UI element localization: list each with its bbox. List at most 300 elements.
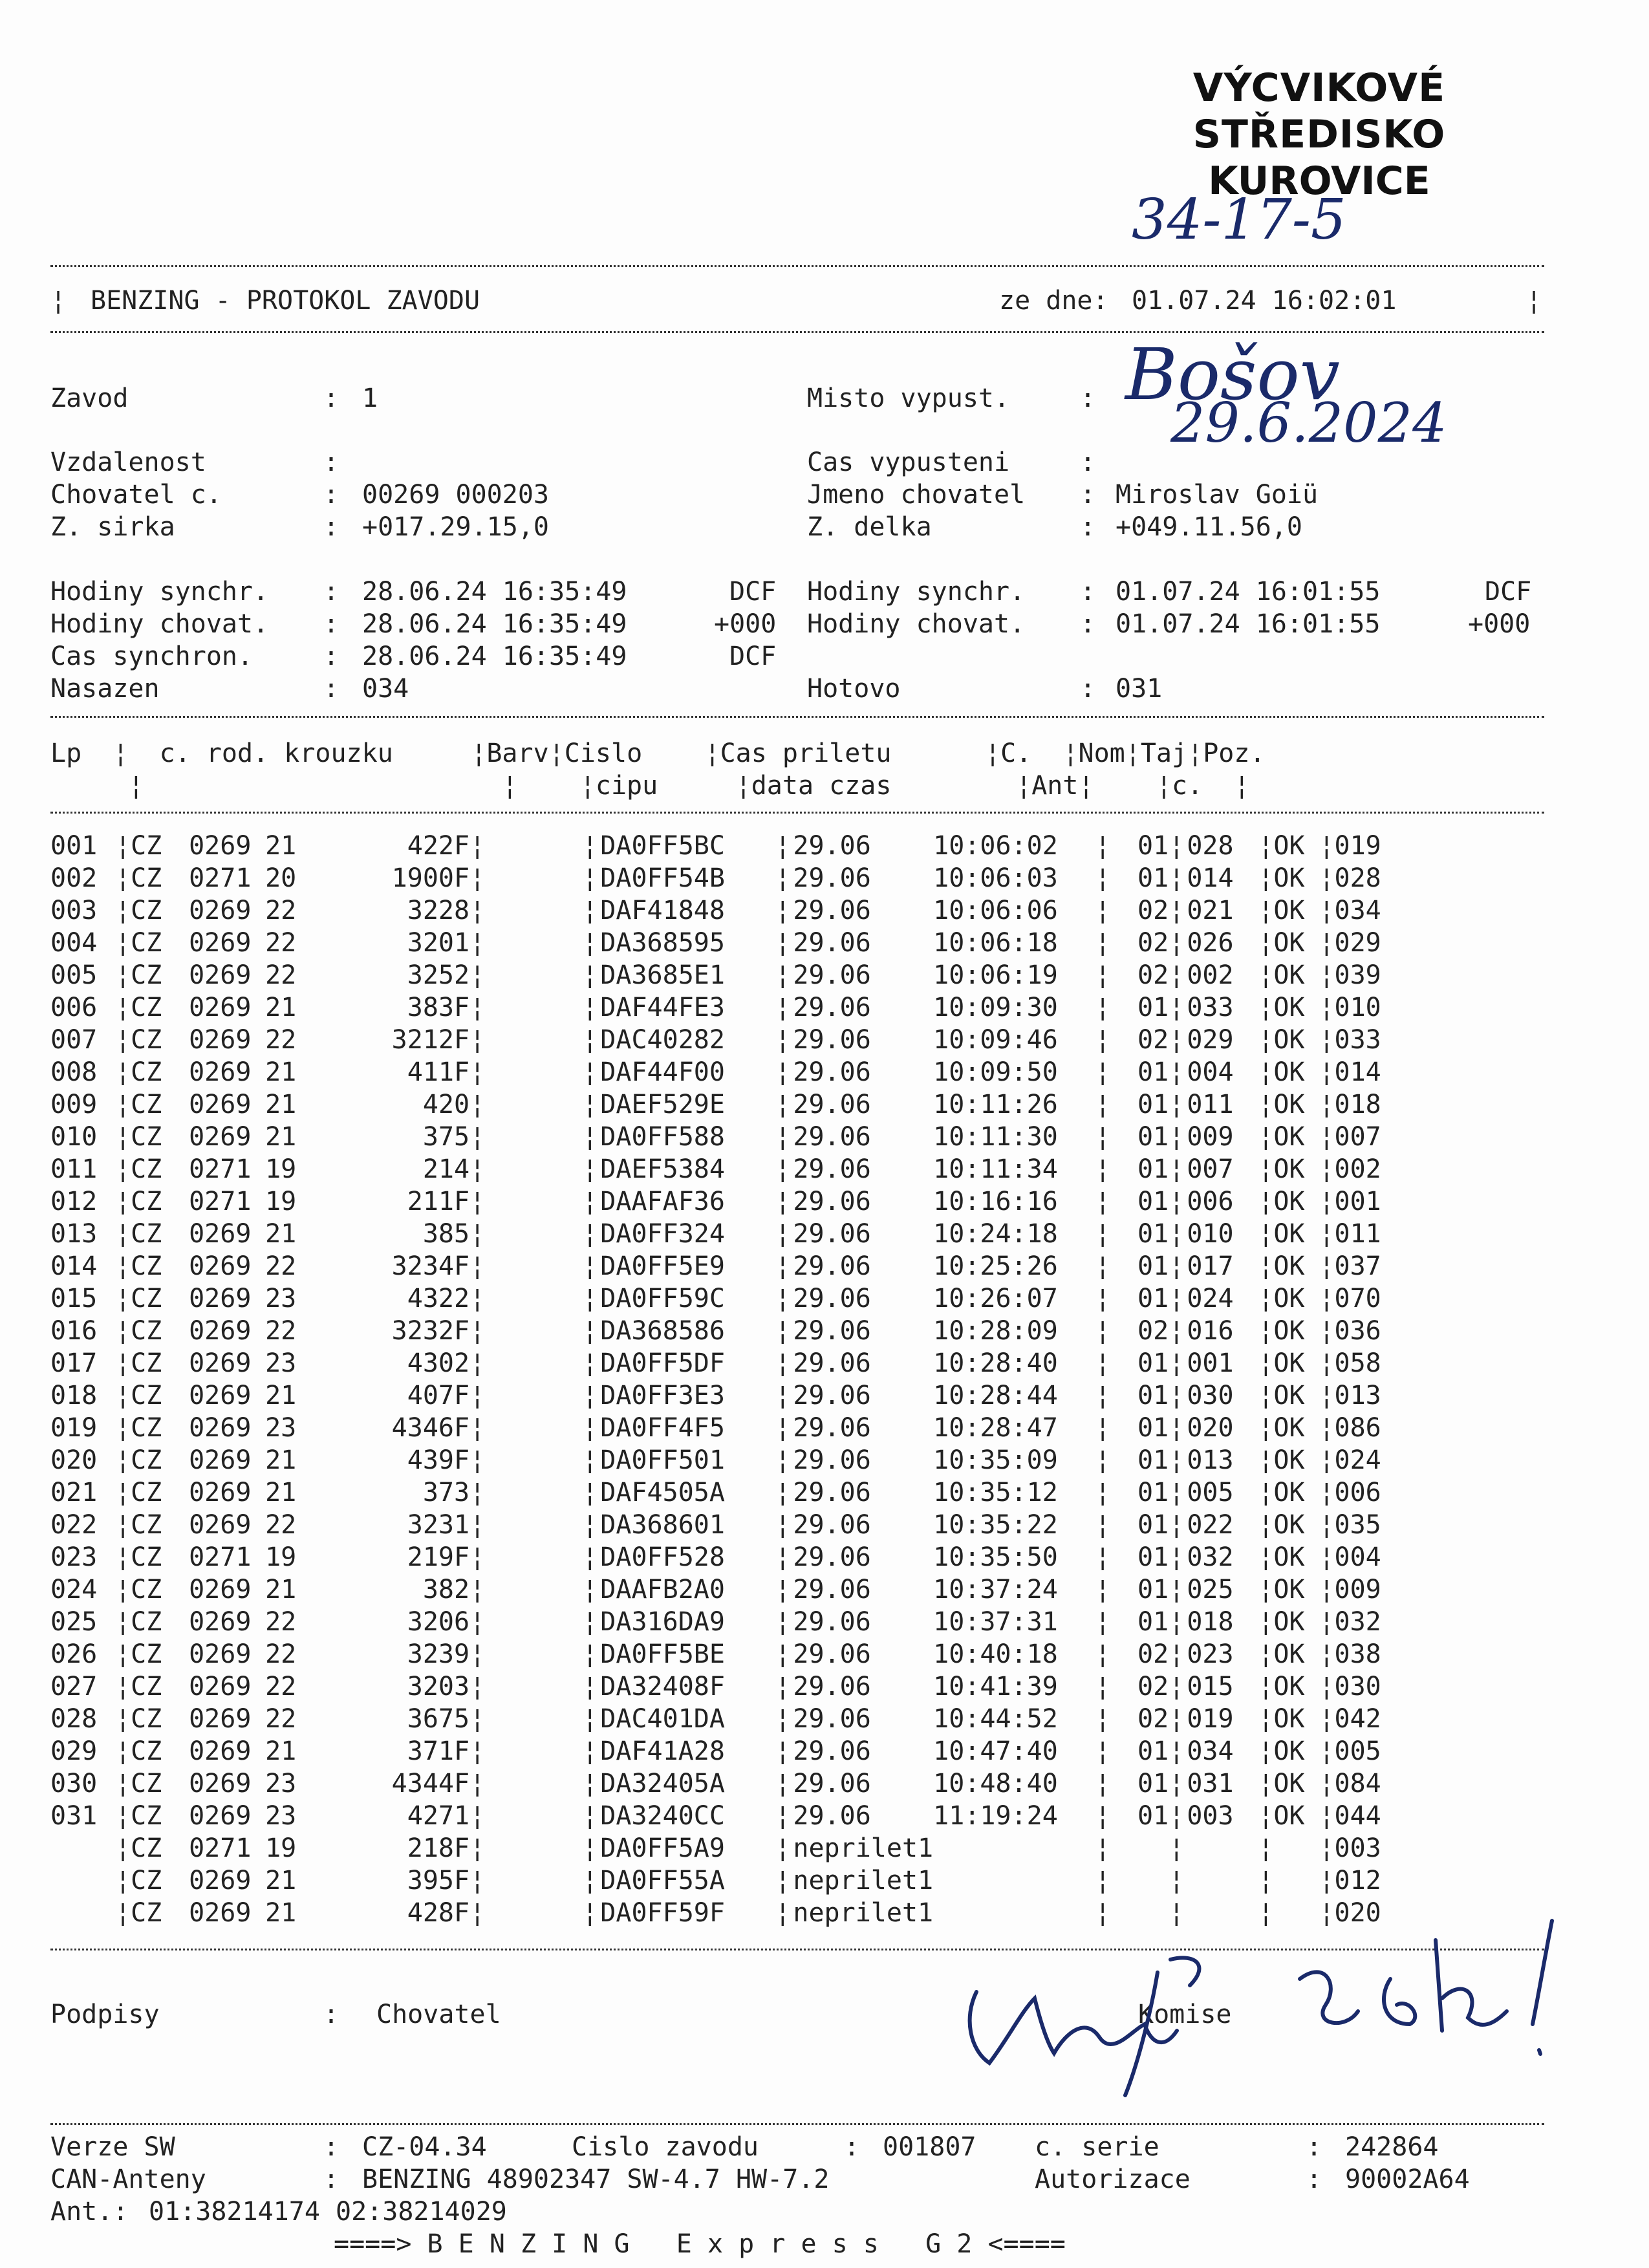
year-cell: 23 — [265, 1769, 297, 1798]
colon: : — [323, 2132, 339, 2162]
colon: : — [323, 642, 339, 671]
column-separator: ¦ — [1319, 1445, 1335, 1475]
club-cell: 0269 — [189, 896, 252, 925]
column-separator: ¦ — [115, 1575, 131, 1604]
ring-cell: 4302 — [407, 1348, 470, 1378]
column-separator: ¦ — [1095, 1122, 1111, 1152]
column-separator: ¦ — [115, 1251, 131, 1281]
column-separator: ¦ — [775, 863, 791, 893]
antenna-cell: 02 — [1137, 1025, 1169, 1055]
date-cell: 29.06 — [793, 1316, 871, 1346]
country-cell: CZ — [131, 1769, 162, 1798]
date-cell: 29.06 — [793, 928, 871, 958]
column-separator: ¦ — [469, 1575, 486, 1604]
column-separator: ¦ — [1258, 831, 1274, 861]
column-separator: ¦ — [1169, 1866, 1185, 1895]
column-separator: ¦ — [775, 1122, 791, 1152]
ring-cell: 407F — [407, 1381, 470, 1410]
country-cell: CZ — [131, 1057, 162, 1087]
column-separator: ¦ — [582, 896, 598, 925]
nom-cell: 031 — [1187, 1769, 1234, 1798]
lp-cell: 007 — [50, 1025, 98, 1055]
ring-cell: 3675 — [407, 1704, 470, 1734]
column-separator: ¦ — [1095, 1381, 1111, 1410]
column-separator: ¦ — [775, 1381, 791, 1410]
table-row — [50, 1735, 1399, 1767]
barv-cell — [485, 1703, 582, 1735]
column-separator: ¦ — [1095, 1607, 1111, 1637]
column-separator: ¦ — [1319, 1057, 1335, 1087]
poz-cell: 034 — [1334, 896, 1381, 925]
table-row — [50, 1088, 1399, 1121]
country-cell: CZ — [131, 1381, 162, 1410]
table-row — [50, 1282, 1399, 1315]
ring-cell: 422F — [407, 831, 470, 861]
date-cell: 29.06 — [793, 1090, 871, 1119]
column-separator: ¦ — [582, 1898, 598, 1928]
column-separator: ¦ — [1095, 1575, 1111, 1604]
table-row — [50, 1347, 1399, 1379]
year-cell: 21 — [265, 1575, 297, 1604]
column-separator: ¦ — [1258, 928, 1274, 958]
nom-cell: 004 — [1187, 1057, 1234, 1087]
column-separator: ¦ — [1319, 1769, 1335, 1798]
chip-cell: DA316DA9 — [600, 1607, 725, 1637]
taj-cell: OK — [1273, 1187, 1305, 1216]
column-separator: ¦ — [775, 1672, 791, 1701]
nom-cell — [1184, 1864, 1258, 1897]
nom-cell: 016 — [1187, 1316, 1234, 1346]
lp-cell: 027 — [50, 1672, 98, 1701]
hdr-sep: ¦ — [1203, 771, 1250, 801]
column-separator: ¦ — [1169, 928, 1185, 958]
time-cell: 10:28:09 — [933, 1316, 1058, 1346]
column-separator: ¦ — [1095, 1251, 1111, 1281]
chip-cell: DAC40282 — [600, 1025, 725, 1055]
nom-cell: 030 — [1187, 1381, 1234, 1410]
column-separator: ¦ — [1258, 960, 1274, 990]
table-row — [50, 927, 1399, 959]
column-separator: ¦ — [582, 1284, 598, 1313]
colon: : — [1080, 512, 1096, 542]
taj-cell: OK — [1273, 1025, 1305, 1055]
country-cell: CZ — [131, 1736, 162, 1766]
ring-cell: 383F — [407, 993, 470, 1022]
barv-cell — [485, 862, 582, 894]
ring-cell: 3231 — [407, 1510, 470, 1540]
country-cell: CZ — [131, 831, 162, 861]
column-separator: ¦ — [1169, 1801, 1185, 1831]
column-separator: ¦ — [582, 1672, 598, 1701]
sirka-label: Z. sirka — [50, 512, 175, 542]
year-cell: 21 — [265, 1219, 297, 1249]
taj-cell: OK — [1273, 1445, 1305, 1475]
poz-cell: 042 — [1334, 1704, 1381, 1734]
antenna-cell: 01 — [1137, 1445, 1169, 1475]
ring-cell: 439F — [407, 1445, 470, 1475]
poz-cell: 005 — [1334, 1736, 1381, 1766]
handwritten-code: 34-17-5 — [1132, 188, 1346, 252]
chip-cell: DAAFB2A0 — [600, 1575, 725, 1604]
year-cell: 22 — [265, 1607, 297, 1637]
column-separator: ¦ — [1258, 1219, 1274, 1249]
year-cell: 22 — [265, 1672, 297, 1701]
year-cell: 21 — [265, 1898, 297, 1928]
hdr-sep: ¦ ¦ — [1078, 771, 1172, 801]
chip-cell: DA3685E1 — [600, 960, 725, 990]
column-separator: ¦ — [775, 1219, 791, 1249]
chip-cell: DAC401DA — [600, 1704, 725, 1734]
date-cell: 29.06 — [793, 1154, 871, 1184]
barv-cell — [485, 959, 582, 991]
column-separator: ¦ — [775, 831, 791, 861]
year-cell: 21 — [265, 993, 297, 1022]
antenna-cell: 01 — [1137, 1154, 1169, 1184]
column-separator: ¦ — [469, 1704, 486, 1734]
poz-cell: 018 — [1334, 1090, 1381, 1119]
club-cell: 0269 — [189, 1122, 252, 1152]
lp-cell — [50, 1832, 115, 1864]
column-separator: ¦ — [775, 1316, 791, 1346]
time-cell: 10:11:26 — [933, 1090, 1058, 1119]
taj-cell: OK — [1273, 1413, 1305, 1443]
country-cell: CZ — [131, 1510, 162, 1540]
nom-cell: 002 — [1187, 960, 1234, 990]
table-row — [50, 1444, 1399, 1476]
column-separator: ¦ — [469, 831, 486, 861]
column-separator: ¦ — [1258, 1381, 1274, 1410]
nom-cell: 015 — [1187, 1672, 1234, 1701]
lp-cell: 009 — [50, 1090, 98, 1119]
date-cell: 29.06 — [793, 1672, 871, 1701]
poz-cell: 058 — [1334, 1348, 1381, 1378]
hdr-sep: ¦ — [891, 771, 1032, 801]
column-separator: ¦ — [1169, 1413, 1185, 1443]
taj-cell: OK — [1273, 1510, 1305, 1540]
nom-cell: 010 — [1187, 1219, 1234, 1249]
column-separator: ¦ — [115, 896, 131, 925]
chip-cell: DAF4505A — [600, 1478, 725, 1507]
barv-cell — [485, 1509, 582, 1541]
column-separator: ¦ — [115, 1316, 131, 1346]
date-cell: 29.06 — [793, 993, 871, 1022]
chip-cell: DA32408F — [600, 1672, 725, 1701]
lp-cell: 029 — [50, 1736, 98, 1766]
column-separator: ¦ — [775, 1445, 791, 1475]
time-cell: 10:35:50 — [933, 1542, 1058, 1572]
lp-cell: 024 — [50, 1575, 98, 1604]
time-cell: 10:06:19 — [933, 960, 1058, 990]
antenna-cell — [1110, 1897, 1169, 1929]
lp-cell: 020 — [50, 1445, 98, 1475]
column-separator: ¦ — [115, 1736, 131, 1766]
club-cell: 0269 — [189, 1672, 252, 1701]
year-cell: 22 — [265, 1025, 297, 1055]
column-separator: ¦ — [1258, 1607, 1274, 1637]
colon: : — [323, 448, 339, 477]
time-cell: 10:06:02 — [933, 831, 1058, 861]
colon: : — [1080, 480, 1096, 510]
column-separator: ¦ — [775, 1090, 791, 1119]
column-separator: ¦ — [1095, 1866, 1111, 1895]
lp-cell: 008 — [50, 1057, 98, 1087]
column-separator: ¦ — [1258, 1542, 1274, 1572]
year-cell: 21 — [265, 1090, 297, 1119]
year-cell: 22 — [265, 1316, 297, 1346]
date-cell: 29.06 — [793, 1219, 871, 1249]
column-separator: ¦ — [1258, 896, 1274, 925]
cas-vypusteni-label: Cas vypusteni — [807, 448, 1010, 477]
country-cell: CZ — [131, 1090, 162, 1119]
table-row — [50, 1800, 1399, 1832]
country-cell: CZ — [131, 993, 162, 1022]
column-separator: ¦ — [1095, 1090, 1111, 1119]
sirka-value: +017.29.15,0 — [362, 512, 549, 542]
club-cell: 0271 — [189, 1833, 252, 1863]
column-separator: ¦ — [1319, 831, 1335, 861]
column-separator: ¦ — [1319, 1898, 1335, 1928]
poz-cell: 028 — [1334, 863, 1381, 893]
colon: : — [323, 609, 339, 639]
taj-cell — [1273, 1864, 1319, 1897]
lp-cell: 030 — [50, 1769, 98, 1798]
column-separator: ¦ — [1169, 1251, 1185, 1281]
barv-cell — [485, 1606, 582, 1638]
ant-label: Ant.: — [50, 2197, 129, 2227]
column-separator: ¦ — [469, 1542, 486, 1572]
time-cell: 10:48:40 — [933, 1769, 1058, 1798]
year-cell: 22 — [265, 1510, 297, 1540]
column-separator: ¦ — [582, 1866, 598, 1895]
column-separator: ¦ — [1319, 1704, 1335, 1734]
country-cell: CZ — [131, 1316, 162, 1346]
barv-cell — [485, 1088, 582, 1121]
ring-cell: 4271 — [407, 1801, 470, 1831]
taj-cell: OK — [1273, 1154, 1305, 1184]
column-separator: ¦ — [1095, 1672, 1111, 1701]
column-separator: ¦ — [775, 1866, 791, 1895]
year-cell: 21 — [265, 1736, 297, 1766]
column-separator: ¦ — [1319, 1122, 1335, 1152]
column-separator: ¦ — [775, 1510, 791, 1540]
column-separator: ¦ — [1319, 1575, 1335, 1604]
column-separator: ¦ — [775, 1251, 791, 1281]
column-separator: ¦ — [1258, 1898, 1274, 1928]
chip-cell: DA0FF528 — [600, 1542, 725, 1572]
country-cell: CZ — [131, 1284, 162, 1313]
column-separator: ¦ — [1169, 1284, 1185, 1313]
ring-cell: 211F — [407, 1187, 470, 1216]
column-separator: ¦ — [1095, 1639, 1111, 1669]
column-separator: ¦ — [1258, 1348, 1274, 1378]
jmeno-label: Jmeno chovatel — [807, 480, 1026, 510]
protocol-title: BENZING - PROTOKOL ZAVODU — [91, 286, 480, 316]
column-separator: ¦ — [469, 1025, 486, 1055]
column-separator: ¦ — [469, 1154, 486, 1184]
ring-cell: 4322 — [407, 1284, 470, 1313]
year-cell: 22 — [265, 896, 297, 925]
table-row — [50, 1024, 1399, 1056]
club-cell: 0269 — [189, 1381, 252, 1410]
year-cell: 21 — [265, 831, 297, 861]
column-separator: ¦ — [582, 831, 598, 861]
autorizace-label: Autorizace — [1035, 2165, 1191, 2194]
column-separator: ¦ — [1095, 1769, 1111, 1798]
column-separator: ¦ — [1169, 1542, 1185, 1572]
antenna-cell: 01 — [1137, 1122, 1169, 1152]
nom-cell: 007 — [1187, 1154, 1234, 1184]
column-separator: ¦ — [775, 1025, 791, 1055]
column-separator: ¦ — [115, 960, 131, 990]
misto-label: Misto vypust. — [807, 383, 1010, 413]
column-separator: ¦ — [582, 1219, 598, 1249]
date-cell: 29.06 — [793, 1704, 871, 1734]
clock-left-value: 28.06.24 16:35:49 — [362, 609, 627, 639]
barv-cell — [485, 1412, 582, 1444]
column-separator: ¦ — [115, 928, 131, 958]
column-separator: ¦ — [115, 1187, 131, 1216]
column-separator: ¦ — [469, 1736, 486, 1766]
poz-cell: 039 — [1334, 960, 1381, 990]
hotovo-label: Hotovo — [807, 674, 901, 704]
column-separator: ¦ — [115, 1801, 131, 1831]
taj-cell: OK — [1273, 1575, 1305, 1604]
country-cell: CZ — [131, 1607, 162, 1637]
hdr-cas: Cas priletu — [720, 739, 892, 768]
antenna-cell: 01 — [1137, 1251, 1169, 1281]
column-separator: ¦ — [469, 960, 486, 990]
column-separator: ¦ — [1319, 1736, 1335, 1766]
column-separator: ¦ — [1319, 1025, 1335, 1055]
column-separator: ¦ — [115, 1090, 131, 1119]
time-cell: 10:26:07 — [933, 1284, 1058, 1313]
date-cell: 29.06 — [793, 1413, 871, 1443]
colon: : — [1080, 609, 1096, 639]
year-cell: 23 — [265, 1801, 297, 1831]
poz-cell: 001 — [1334, 1187, 1381, 1216]
column-separator: ¦ — [1319, 1348, 1335, 1378]
header-right-bar: ¦ — [1526, 286, 1542, 316]
column-separator: ¦ — [1095, 1219, 1111, 1249]
antenna-cell: 01 — [1137, 1769, 1169, 1798]
clock-left-label: Cas synchron. — [50, 642, 253, 671]
date-cell: 29.06 — [793, 1057, 871, 1087]
lp-cell: 028 — [50, 1704, 98, 1734]
nom-cell: 025 — [1187, 1575, 1234, 1604]
table-row — [50, 1897, 1399, 1929]
club-cell: 0271 — [189, 1542, 252, 1572]
barv-cell — [485, 1185, 582, 1218]
chip-cell: DA0FF324 — [600, 1219, 725, 1249]
year-cell: 22 — [265, 1639, 297, 1669]
column-separator: ¦ — [582, 1607, 598, 1637]
poz-cell: 011 — [1334, 1219, 1381, 1249]
nom-cell: 033 — [1187, 993, 1234, 1022]
clock-left-label: Hodiny chovat. — [50, 609, 269, 639]
table-row — [50, 1573, 1399, 1606]
chip-cell: DA0FF5BC — [600, 831, 725, 861]
autorizace-value: 90002A64 — [1345, 2165, 1470, 2194]
colon: : — [1080, 577, 1096, 607]
table-row — [50, 1379, 1399, 1412]
column-separator: ¦ — [1319, 1801, 1335, 1831]
lp-cell: 011 — [50, 1154, 98, 1184]
poz-cell: 019 — [1334, 831, 1381, 861]
chip-cell: DAF41848 — [600, 896, 725, 925]
lp-cell: 025 — [50, 1607, 98, 1637]
column-separator: ¦ — [1169, 1090, 1185, 1119]
time-cell: 10:47:40 — [933, 1736, 1058, 1766]
hdr-data-czas: data czas — [751, 771, 892, 801]
lp-cell: 026 — [50, 1639, 98, 1669]
table-row — [50, 1767, 1399, 1800]
taj-cell: OK — [1273, 863, 1305, 893]
column-separator: ¦ — [1258, 1801, 1274, 1831]
taj-cell: OK — [1273, 1672, 1305, 1701]
column-separator: ¦ — [775, 1833, 791, 1863]
column-separator: ¦ — [115, 1542, 131, 1572]
column-separator: ¦ — [1169, 1478, 1185, 1507]
time-cell: 10:06:03 — [933, 863, 1058, 893]
hdr-sep: ¦ — [891, 739, 1001, 768]
chip-cell: DA0FF5DF — [600, 1348, 725, 1378]
column-separator: ¦ — [775, 1639, 791, 1669]
taj-cell: OK — [1273, 1736, 1305, 1766]
column-separator: ¦ — [469, 1801, 486, 1831]
chip-cell: DAEF5384 — [600, 1154, 725, 1184]
column-separator: ¦ — [469, 1413, 486, 1443]
column-separator: ¦ — [1095, 1736, 1111, 1766]
column-separator: ¦ — [775, 1284, 791, 1313]
colon: : — [323, 383, 339, 413]
column-separator: ¦ — [775, 1575, 791, 1604]
country-cell: CZ — [131, 1866, 162, 1895]
column-separator: ¦ — [582, 1381, 598, 1410]
club-cell: 0269 — [189, 1801, 252, 1831]
antenna-cell: 02 — [1137, 1316, 1169, 1346]
column-separator: ¦ — [115, 1348, 131, 1378]
column-separator: ¦ — [115, 993, 131, 1022]
column-separator: ¦ — [1095, 1348, 1111, 1378]
column-separator: ¦ — [1169, 1769, 1185, 1798]
poz-cell: 003 — [1334, 1833, 1381, 1863]
column-separator: ¦ — [1319, 1639, 1335, 1669]
column-separator: ¦ — [1169, 1898, 1185, 1928]
year-cell: 22 — [265, 1704, 297, 1734]
column-separator: ¦ — [1095, 1057, 1111, 1087]
ring-cell: 373 — [422, 1478, 470, 1507]
column-separator: ¦ — [1095, 1478, 1111, 1507]
year-cell: 22 — [265, 960, 297, 990]
ring-cell: 214 — [422, 1154, 470, 1184]
column-separator: ¦ — [1319, 1284, 1335, 1313]
lp-cell: 013 — [50, 1219, 98, 1249]
nom-cell: 019 — [1187, 1704, 1234, 1734]
barv-cell — [485, 1573, 582, 1606]
nom-cell — [1184, 1897, 1258, 1929]
column-separator: ¦ — [115, 1866, 131, 1895]
nom-cell: 029 — [1187, 1025, 1234, 1055]
hdr-cislo: Cislo — [564, 739, 643, 768]
table-row — [50, 1541, 1399, 1573]
hdr-barv: Barv — [486, 739, 549, 768]
column-separator: ¦ — [1169, 896, 1185, 925]
column-separator: ¦ — [1095, 863, 1111, 893]
hdr-poz: Poz. — [1203, 739, 1266, 768]
table-row — [50, 1638, 1399, 1670]
column-separator: ¦ — [1169, 1057, 1185, 1087]
divider-footer — [50, 2123, 1544, 2125]
